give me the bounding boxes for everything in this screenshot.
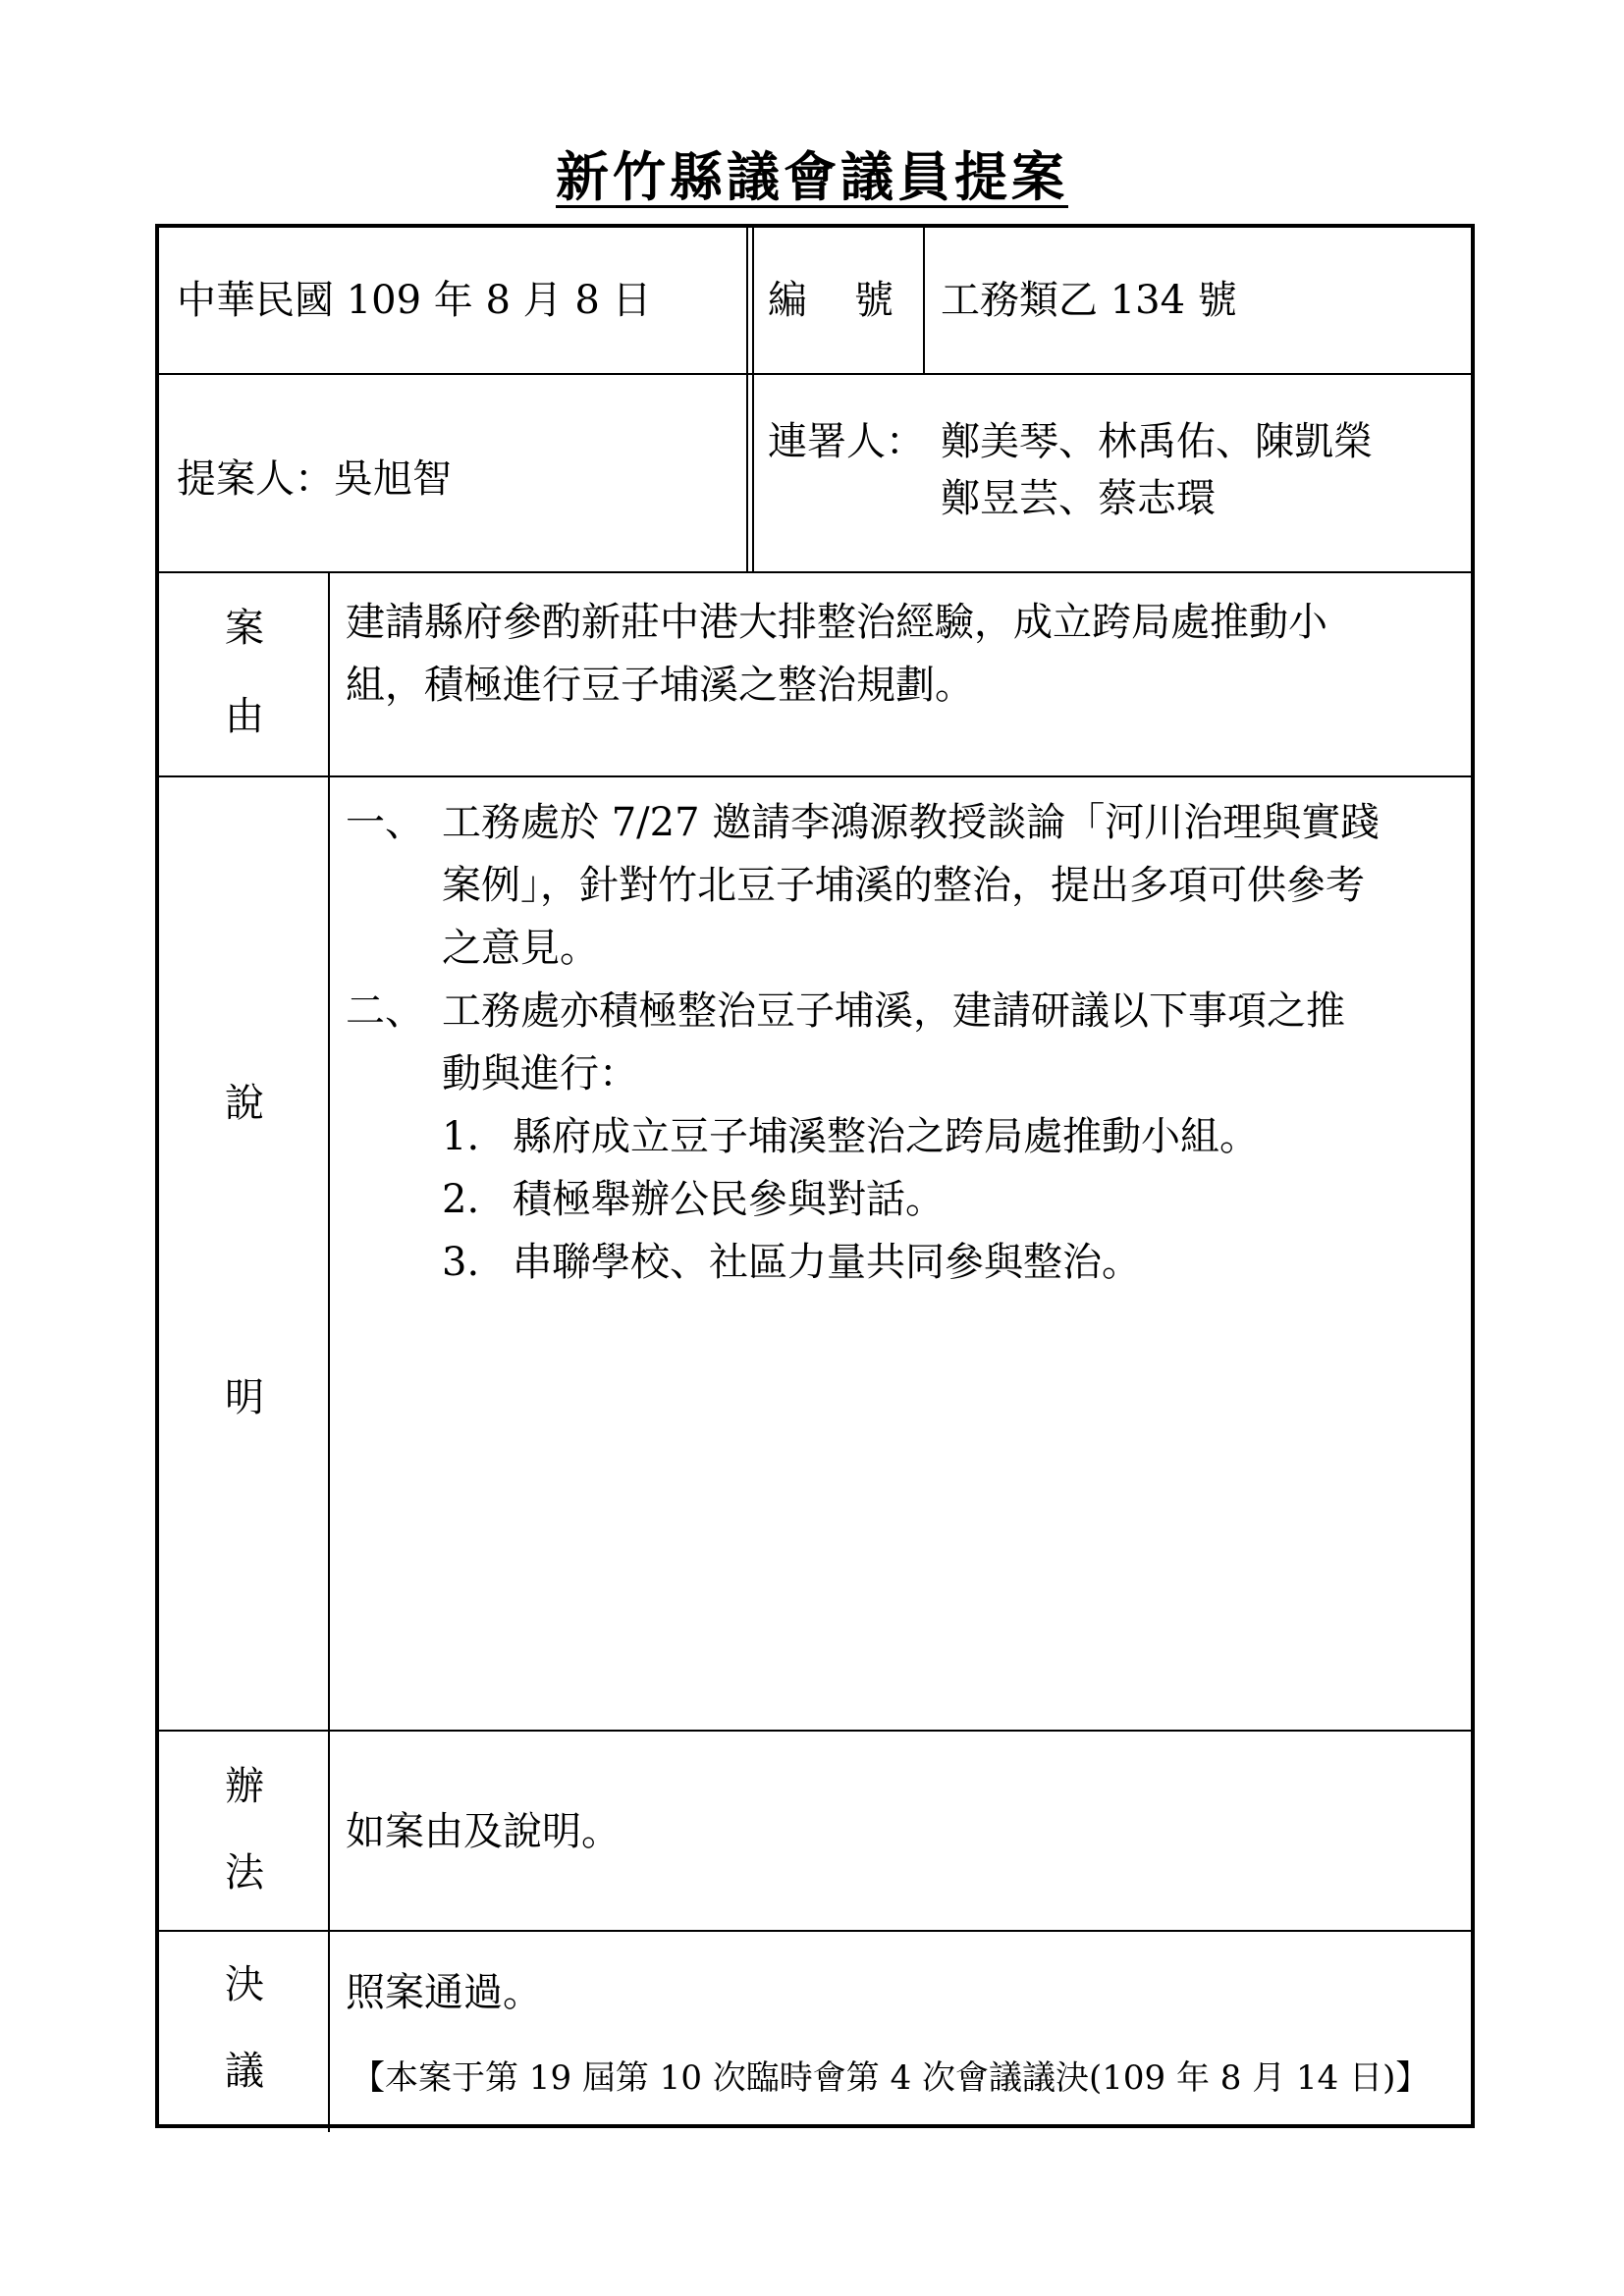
cosigners-line: 鄭美琴、林禹佑、陳凱榮	[941, 419, 1373, 464]
row-divider	[159, 1930, 1471, 1932]
cosigners-label: 連署人：	[768, 419, 925, 464]
column-divider	[752, 228, 754, 573]
row-divider	[159, 775, 1471, 777]
number-label-char: 號	[854, 278, 893, 323]
proposal-number: 工務類乙 134 號	[941, 278, 1237, 323]
subitem-text: 縣府成立豆子埔溪整治之跨局處推動小組。	[513, 1114, 1259, 1159]
item-marker: 二、	[346, 988, 424, 1034]
resolution-label: 議	[225, 2049, 264, 2094]
method-label: 法	[225, 1850, 264, 1896]
subitem-number: 2.	[442, 1177, 480, 1222]
number-label-char: 編	[768, 278, 807, 323]
explanation-line: 之意見。	[442, 926, 599, 971]
explanation-label: 說	[225, 1081, 264, 1126]
column-divider	[746, 228, 748, 573]
row-divider	[159, 373, 1471, 375]
subitem-text: 積極舉辦公民參與對話。	[513, 1177, 945, 1222]
resolution-label: 決	[225, 1962, 264, 2007]
column-divider	[923, 228, 925, 375]
row-divider	[159, 571, 1471, 573]
subject-line: 建請縣府參酌新莊中港大排整治經驗，成立跨局處推動小	[346, 600, 1327, 645]
explanation-line: 案例」，針對竹北豆子埔溪的整治，提出多項可供參考	[442, 863, 1365, 908]
item-marker: 一、	[346, 800, 424, 845]
method-label: 辦	[225, 1764, 264, 1809]
subitem-number: 1.	[442, 1114, 480, 1159]
explanation-line: 工務處亦積極整治豆子埔溪，建請研議以下事項之推	[442, 988, 1345, 1034]
cosigners-line: 鄭昱芸、蔡志環	[941, 476, 1216, 521]
row-divider	[159, 1730, 1471, 1732]
column-divider	[328, 571, 330, 2132]
proposal-date: 中華民國 109 年 8 月 8 日	[177, 278, 652, 323]
proposer: 提案人：吳旭智	[177, 456, 452, 502]
explanation-label: 明	[225, 1375, 264, 1420]
proposal-table	[155, 224, 1475, 2128]
subitem-number: 3.	[442, 1240, 480, 1285]
explanation-line: 動與進行：	[442, 1051, 638, 1096]
resolution-text: 照案通過。	[346, 1970, 542, 2015]
subject-label: 由	[225, 694, 264, 739]
explanation-line: 工務處於 7/27 邀請李鴻源教授談論「河川治理與實踐	[442, 800, 1380, 845]
resolution-note: 【本案于第 19 屆第 10 次臨時會第 4 次會議議決(109 年 8 月 14 日)】	[352, 2058, 1430, 2098]
method-text: 如案由及說明。	[346, 1809, 621, 1854]
subject-label: 案	[225, 606, 264, 651]
subject-line: 組，積極進行豆子埔溪之整治規劃。	[346, 663, 974, 708]
document-title: 新竹縣議會議員提案	[556, 145, 1068, 208]
subitem-text: 串聯學校、社區力量共同參與整治。	[513, 1240, 1141, 1285]
